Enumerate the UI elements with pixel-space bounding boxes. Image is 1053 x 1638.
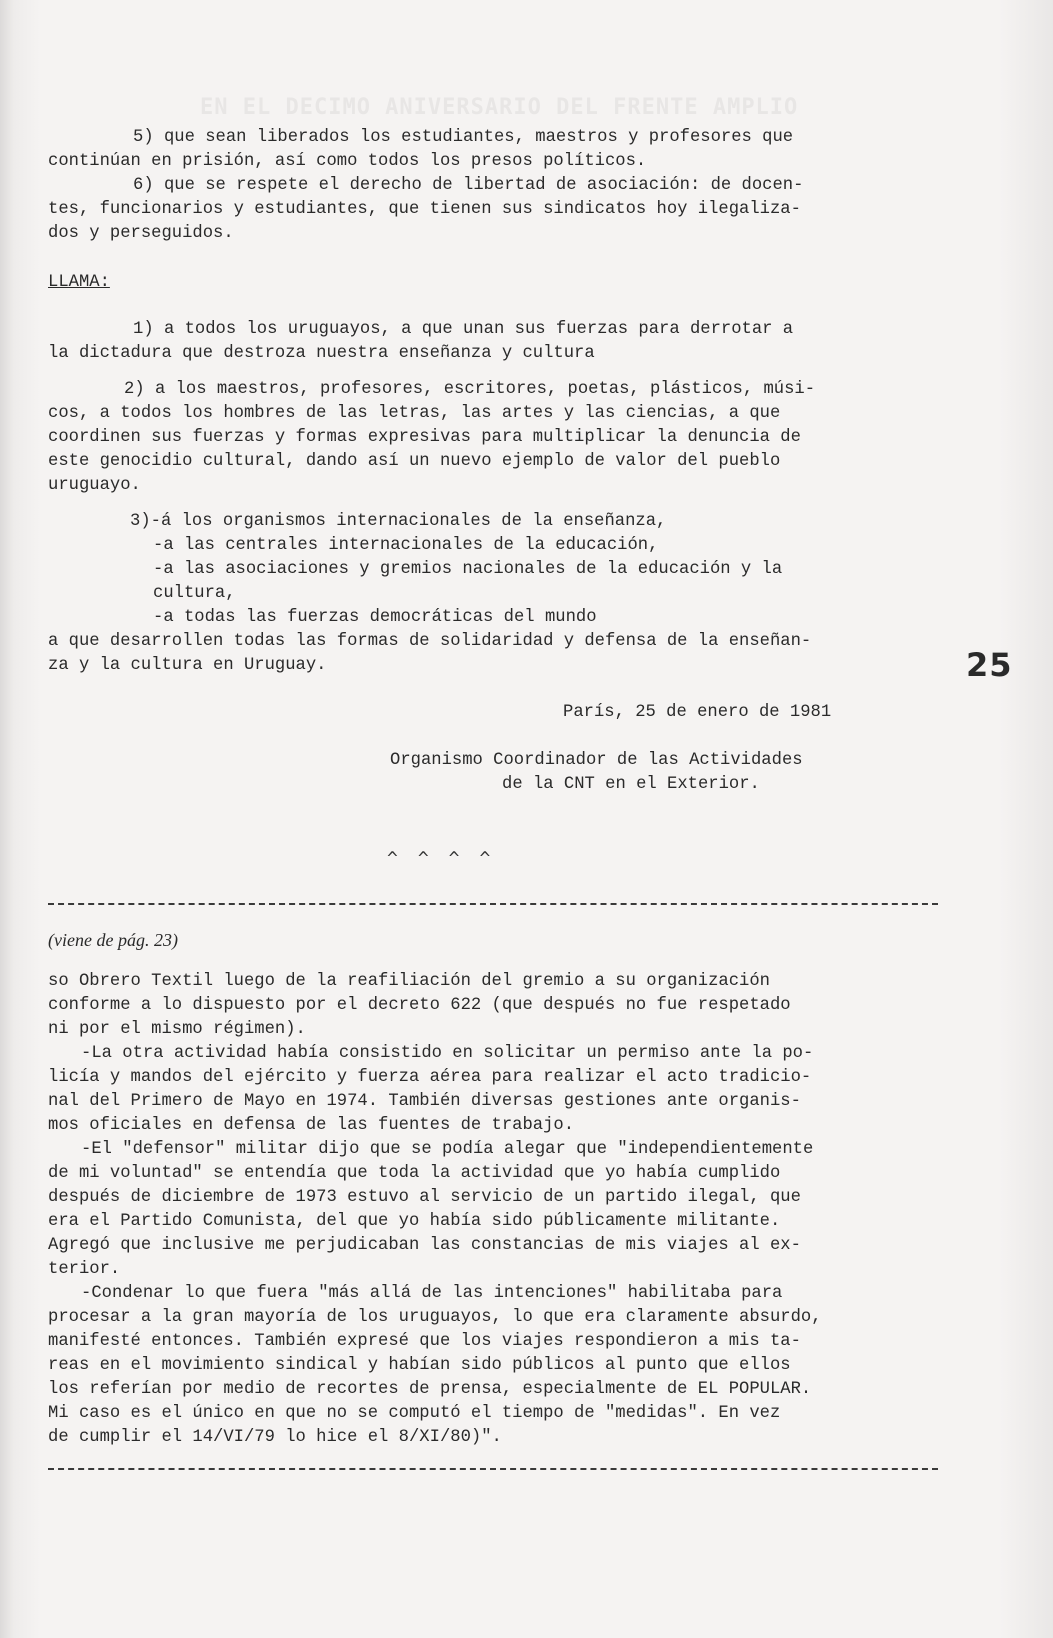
text-line: 3)-á los organismos internacionales de la enseñanza, — [130, 512, 667, 531]
signature-org: de la CNT en el Exterior. — [502, 775, 760, 794]
divider — [48, 1468, 938, 1470]
text-line: cultura, — [153, 584, 236, 603]
text-line: 1) a todos los uruguayos, a que unan sus fuerzas para derrotar a — [133, 320, 794, 339]
divider — [48, 903, 938, 905]
text-line: uruguayo. — [48, 476, 141, 495]
text-line: después de diciembre de 1973 estuvo al servicio de un partido ilegal, que — [48, 1188, 801, 1207]
text-line: -a las asociaciones y gremios nacionales de la educación y la — [153, 560, 783, 579]
bleed-through-text: EN EL DECIMO ANIVERSARIO DEL FRENTE AMPLIO — [200, 95, 799, 120]
signature-date: París, 25 de enero de 1981 — [563, 703, 832, 722]
text-line: -La otra actividad había consistido en solicitar un permiso ante la po- — [81, 1044, 814, 1063]
text-line: procesar a la gran mayoría de los uruguayos, lo que era claramente absurdo, — [48, 1308, 822, 1327]
text-line: los referían por medio de recortes de prensa, especialmente de EL POPULAR. — [48, 1380, 812, 1399]
text-line: so Obrero Textil luego de la reafiliación del gremio a su organización — [48, 972, 770, 991]
text-line: tes, funcionarios y estudiantes, que tienen sus sindicatos hoy ilegaliza- — [48, 200, 801, 219]
page-number: 25 — [966, 646, 1013, 684]
text-line: -Condenar lo que fuera "más allá de las intenciones" habilitaba para — [81, 1284, 783, 1303]
text-line: za y la cultura en Uruguay. — [48, 656, 327, 675]
text-line: Mi caso es el único en que no se computó el tiempo de "medidas". En vez — [48, 1404, 781, 1423]
text-line: este genocidio cultural, dando así un nuevo ejemplo de valor del pueblo — [48, 452, 781, 471]
text-line: reas en el movimiento sindical y habían sido públicos al punto que ellos — [48, 1356, 791, 1375]
text-line: terior. — [48, 1260, 121, 1279]
text-line: mos oficiales en defensa de las fuentes de trabajo. — [48, 1116, 575, 1135]
text-line: a que desarrollen todas las formas de solidaridad y defensa de la enseñan- — [48, 632, 812, 651]
text-line: de cumplir el 14/VI/79 lo hice el 8/XI/80)". — [48, 1428, 502, 1447]
ornament-separator: ^^^^ — [387, 848, 511, 869]
text-line: -El "defensor" militar dijo que se podía alegar que "independientemente — [81, 1140, 814, 1159]
text-line: la dictadura que destroza nuestra enseñanza y cultura — [48, 344, 595, 363]
text-line: cos, a todos los hombres de las letras, las artes y las ciencias, a que — [48, 404, 781, 423]
text-line: era el Partido Comunista, del que yo había sido públicamente militante. — [48, 1212, 781, 1231]
text-line: manifesté entonces. También expresé que los viajes respondieron a mis ta- — [48, 1332, 801, 1351]
text-line: 6) que se respete el derecho de libertad de asociación: de docen- — [133, 176, 804, 195]
text-line: coordinen sus fuerzas y formas expresivas para multiplicar la denuncia de — [48, 428, 801, 447]
text-line: 2) a los maestros, profesores, escritores, poetas, plásticos, músi- — [124, 380, 816, 399]
text-line: continúan en prisión, así como todos los presos políticos. — [48, 152, 647, 171]
text-line: -a las centrales internacionales de la educación, — [153, 536, 659, 555]
signature-org: Organismo Coordinador de las Actividades — [390, 751, 803, 770]
text-line: conforme a lo dispuesto por el decreto 622 (que después no fue respetado — [48, 996, 791, 1015]
text-line: Agregó que inclusive me perjudicaban las constancias de mis viajes al ex- — [48, 1236, 801, 1255]
text-line: 5) que sean liberados los estudiantes, maestros y profesores que — [133, 128, 794, 147]
text-line: de mi voluntad" se entendía que toda la actividad que yo había cumplido — [48, 1164, 781, 1183]
text-line: nal del Primero de Mayo en 1974. También diversas gestiones ante organis- — [48, 1092, 801, 1111]
continuation-note: (viene de pág. 23) — [48, 930, 178, 950]
text-line: dos y perseguidos. — [48, 224, 234, 243]
text-line: -a todas las fuerzas democráticas del mundo — [153, 608, 597, 627]
section-heading: LLAMA: — [48, 273, 110, 292]
text-line: licía y mandos del ejército y fuerza aérea para realizar el acto tradicio- — [48, 1068, 812, 1087]
text-line: ni por el mismo régimen). — [48, 1020, 306, 1039]
